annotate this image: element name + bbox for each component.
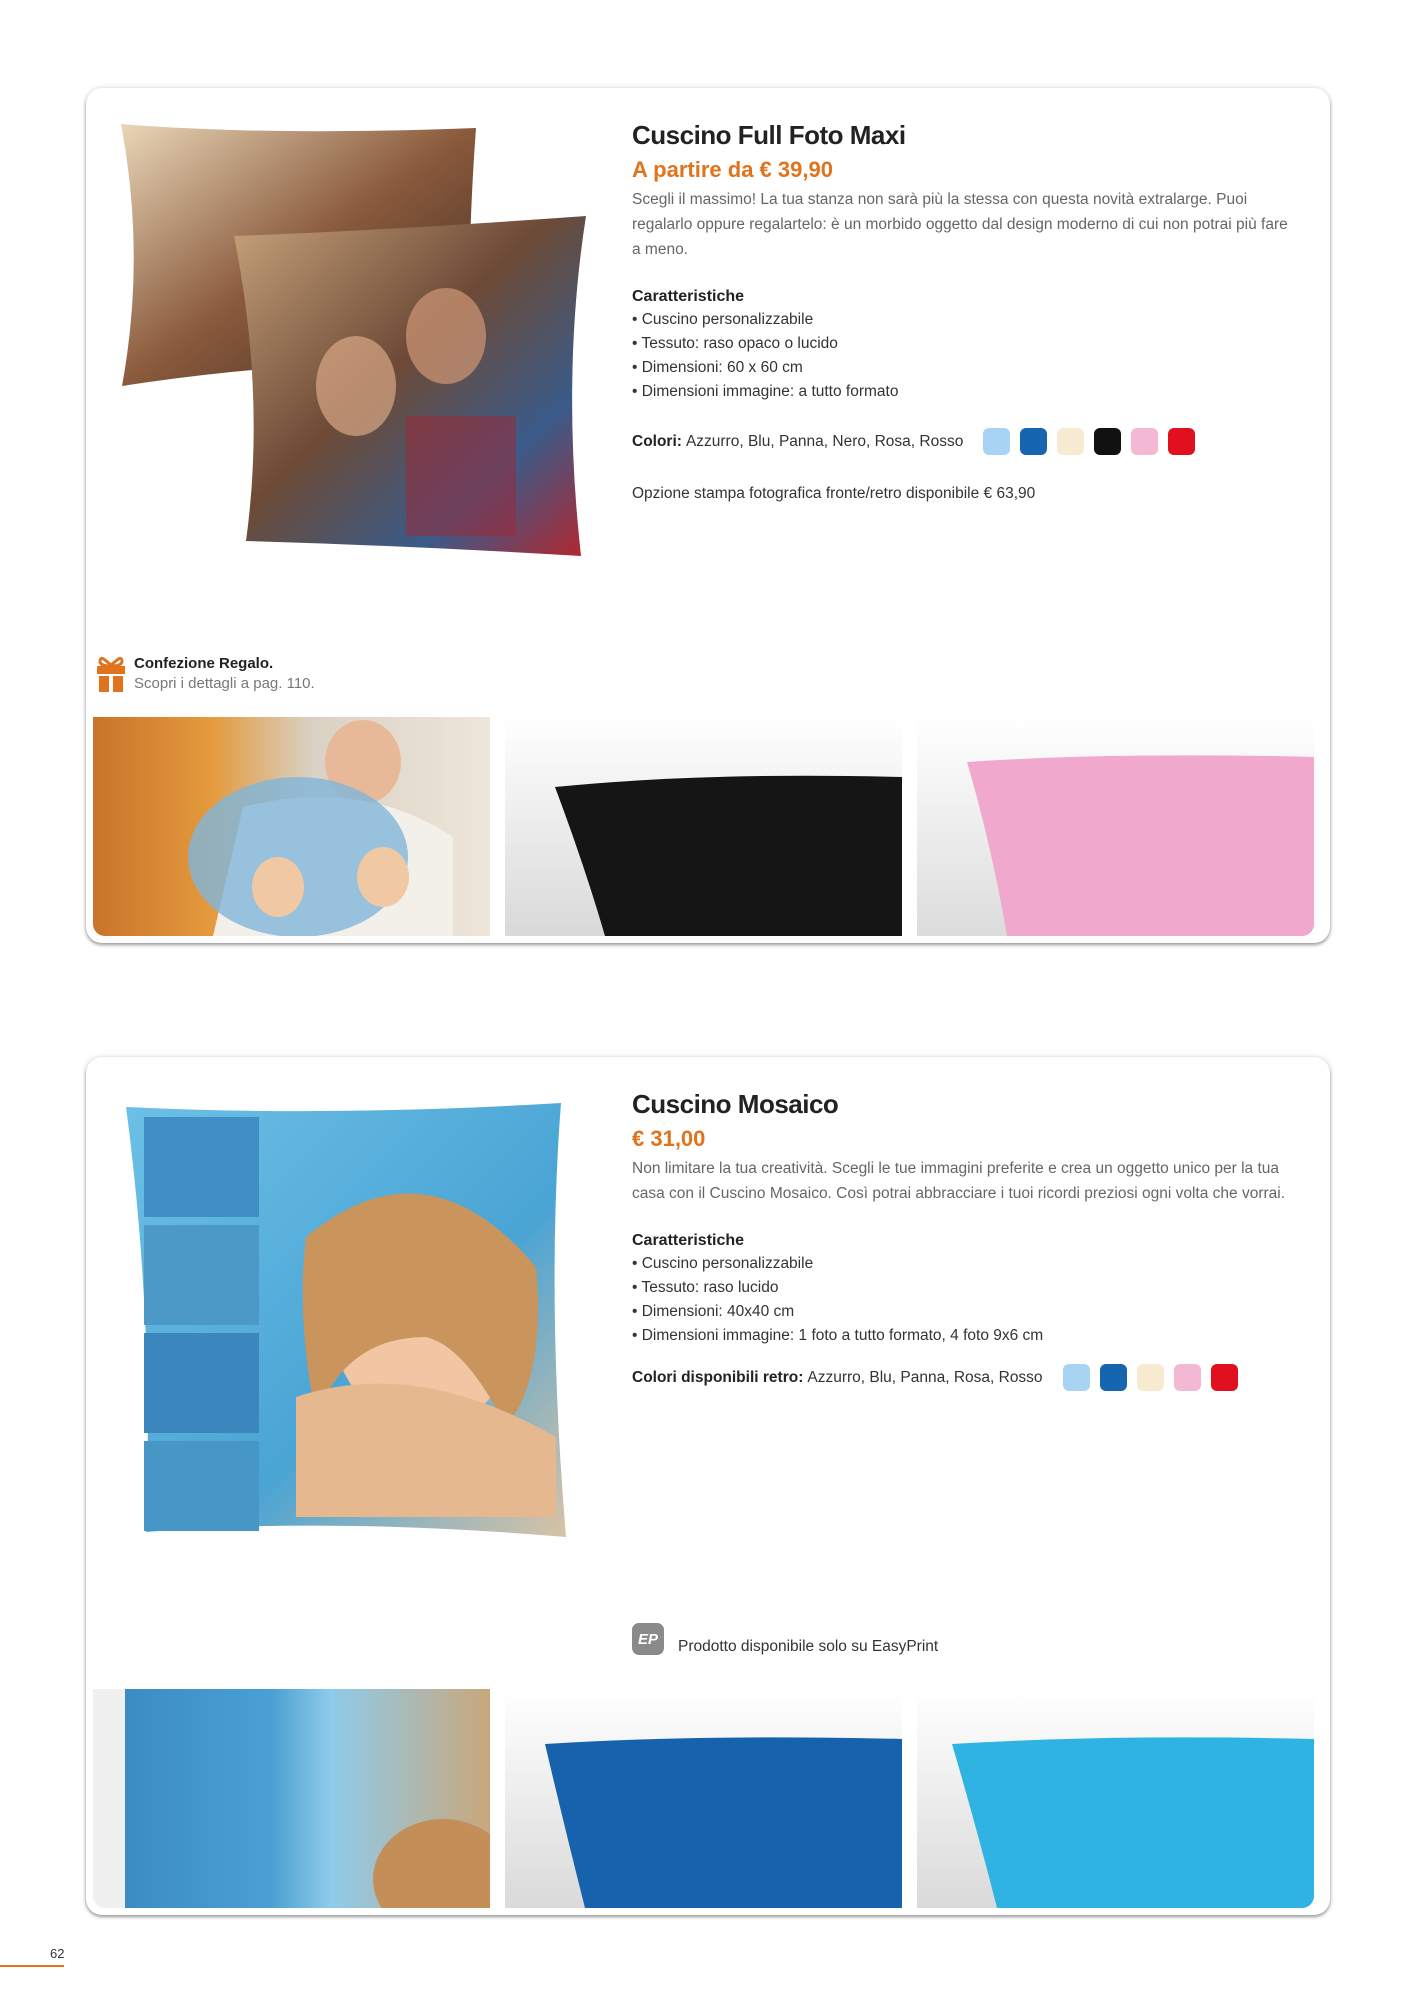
color-swatch (1137, 1364, 1164, 1391)
option-text: Opzione stampa fotografica fronte/retro disponibile € 63,90 (632, 485, 1036, 502)
thumbnail-mosaic (93, 1689, 490, 1908)
feature-item: • Cuscino personalizzabile (632, 1252, 1292, 1276)
color-swatch (1131, 428, 1158, 455)
color-swatch (1174, 1364, 1201, 1391)
colors-label: Colori: (632, 432, 682, 450)
product-price: A partire da € 39,90 (632, 157, 833, 182)
product-description: Non limitare la tua creatività. Scegli le tue immagini preferite e crea un oggetto unico per la tua casa con il Cuscino Mosaico. Così potrai abbracciare i tuoi ricordi preziosi ogni volta che vorrai. (632, 1160, 1286, 1202)
page-number-rule (0, 1965, 64, 1967)
color-swatch (1063, 1364, 1090, 1391)
hero-pillow-mosaic (126, 1097, 596, 1557)
feature-item: • Cuscino personalizzabile (632, 308, 1292, 332)
features-list (632, 308, 1292, 404)
feature-item: • Tessuto: raso opaco o lucido (632, 332, 1292, 356)
page-number: 62 (50, 1946, 65, 1961)
thumbnail-row (93, 717, 1314, 936)
colors-row (632, 1364, 1292, 1391)
colors-label: Colori disponibili retro: (632, 1368, 804, 1386)
features-title: Caratteristiche (632, 1232, 745, 1249)
color-swatch (983, 428, 1010, 455)
feature-item: • Dimensioni: 60 x 60 cm (632, 356, 1292, 380)
thumbnail-photo (93, 717, 490, 936)
product-price: € 31,00 (632, 1126, 706, 1151)
color-swatch (1020, 428, 1047, 455)
features-list (632, 1252, 1292, 1348)
color-swatch (1094, 428, 1121, 455)
product-description: Scegli il massimo! La tua stanza non sarà più la stessa con questa novità extralarge. Puoi regalarlo oppure regalartelo: è un morbido oggetto dal design moderno di cui non potrai più fare a meno. (632, 191, 1288, 258)
color-swatches (1063, 1364, 1238, 1391)
thumbnail-row (93, 1689, 1314, 1908)
product-info (632, 1089, 1292, 1391)
product-title: Cuscino Mosaico (632, 1089, 839, 1119)
easyprint-note (632, 1622, 938, 1656)
easyprint-text: Prodotto disponibile solo su EasyPrint (678, 1638, 939, 1655)
thumbnail-lightblue-pillow (917, 1689, 1314, 1908)
features-title: Caratteristiche (632, 288, 745, 305)
gift-icon (96, 654, 126, 694)
thumbnail-pink-pillow (917, 717, 1314, 936)
colors-row (632, 428, 1292, 455)
product-title: Cuscino Full Foto Maxi (632, 120, 906, 150)
color-swatches (983, 428, 1195, 455)
colors-text: Azzurro, Blu, Panna, Rosa, Rosso (807, 1368, 1043, 1386)
feature-item: • Dimensioni immagine: a tutto formato (632, 380, 1292, 404)
product-card-full-foto-maxi (86, 88, 1330, 943)
gift-title: Confezione Regalo. (134, 655, 274, 672)
color-swatch (1100, 1364, 1127, 1391)
hero-pillow-photo (116, 116, 596, 566)
color-swatch (1211, 1364, 1238, 1391)
product-info (632, 120, 1292, 503)
thumbnail-black-pillow (505, 717, 902, 936)
feature-item: • Dimensioni: 40x40 cm (632, 1300, 1292, 1324)
feature-item: • Tessuto: raso lucido (632, 1276, 1292, 1300)
gift-box-note (96, 654, 315, 694)
feature-item: • Dimensioni immagine: 1 foto a tutto formato, 4 foto 9x6 cm (632, 1324, 1292, 1348)
gift-subtitle: Scopri i dettagli a pag. 110. (134, 675, 315, 692)
color-swatch (1168, 428, 1195, 455)
product-card-mosaico (86, 1057, 1330, 1915)
thumbnail-blue-pillow (505, 1689, 902, 1908)
colors-text: Azzurro, Blu, Panna, Nero, Rosa, Rosso (685, 432, 964, 450)
easyprint-icon: EP (632, 1623, 664, 1655)
color-swatch (1057, 428, 1084, 455)
